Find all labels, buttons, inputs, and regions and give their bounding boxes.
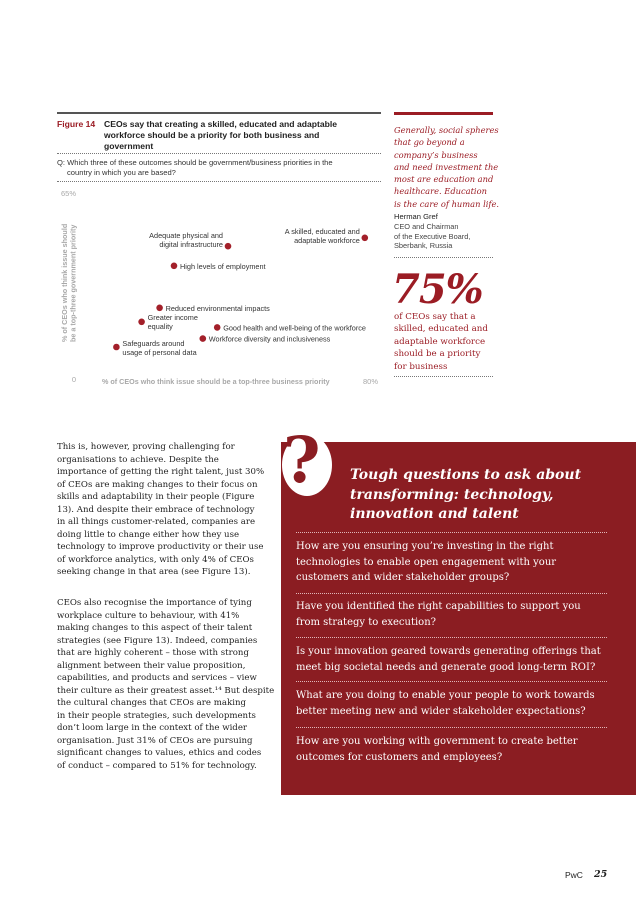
stat-description-line: skilled, educated and (394, 324, 488, 335)
tough-question-line: outcomes for customers and employees? (296, 751, 503, 763)
body-line: This is, however, proving challenging for (57, 442, 235, 452)
data-point-label-line: usage of personal data (122, 348, 197, 357)
data-point-label-line: equality (147, 321, 173, 331)
data-point (138, 319, 145, 326)
body-line: importance of getting the right talent, just 30% (57, 467, 265, 477)
figure-title-line: workforce should be a priority for both business and (104, 130, 320, 140)
tough-question-4 (296, 688, 616, 719)
quote-line: Generally, social spheres (394, 125, 499, 135)
stat-divider (394, 376, 493, 377)
body-line: of CEOs are making changes to their focus on (57, 479, 258, 490)
body-line: don’t loom large in the context of the wider (57, 723, 248, 733)
pull-quote (394, 124, 504, 210)
tough-questions-title (350, 466, 581, 525)
footer-brand: PwC (565, 870, 583, 880)
data-point-label-line: Greater income (147, 312, 198, 322)
survey-question-line: Q: Which three of these outcomes should be government/business priorities in the (57, 158, 333, 167)
origin-tick-label: 0 (71, 375, 76, 384)
data-point (214, 324, 221, 331)
quote-divider (394, 257, 493, 258)
figure-title-line: government (104, 141, 154, 151)
tough-question-line: meet big societal needs and generate good long-term ROI? (296, 661, 596, 673)
tough-question-line: customers and wider stakeholder groups? (296, 572, 510, 583)
tough-question-2 (296, 599, 616, 630)
body-line: that are highly coherent – those with strong (57, 648, 249, 658)
data-point-label-line: A skilled, educated and (284, 226, 360, 236)
body-line: doing little to change either how they use (57, 529, 240, 540)
tough-question-line: from strategy to execution? (296, 616, 436, 628)
data-point (171, 263, 178, 270)
question-divider-4 (296, 681, 607, 682)
quote-line: most are education and (394, 174, 494, 185)
tough-questions-title-line: Tough questions to ask about (350, 467, 582, 483)
data-point (362, 235, 369, 242)
stat-value: 75% (392, 266, 483, 313)
quote-line: healthcare. Education (394, 186, 487, 197)
data-point (156, 305, 163, 312)
tough-question-3 (296, 644, 616, 675)
tough-question-line: Is your innovation geared towards generating offerings that (296, 646, 601, 657)
y-axis-label-line: % of CEOs who think issue should (60, 223, 69, 342)
tough-question-line: Have you identified the right capabilities to support you (296, 601, 581, 612)
data-point-label (285, 227, 360, 245)
body-line: skills and adaptability in their people (Figure (57, 492, 255, 502)
data-point-label-line: Safeguards around (122, 339, 185, 348)
figure-top-rule (57, 112, 381, 114)
data-point-label-line: Reduced environmental impacts (165, 303, 270, 313)
quote-author-name: Herman Gref (394, 212, 438, 221)
quote-author-role (394, 222, 470, 251)
quote-line: company’s business (394, 149, 478, 160)
body-line: organisation. Just 31% of CEOs are pursuing (57, 735, 253, 746)
quote-top-rule (394, 112, 493, 115)
question-divider-5 (296, 727, 607, 728)
y-max-tick-label: 65% (60, 189, 76, 198)
data-point (113, 344, 120, 351)
quote-line: is the care of human life. (394, 198, 499, 209)
body-line: seeking change in that area (see Figure 13). (57, 567, 251, 577)
figure-label: Figure 14 (57, 119, 96, 129)
tough-question-line: How are you working with government to create better (296, 736, 578, 747)
tough-question-line: What are you doing to enable your people to work towards (296, 690, 595, 701)
data-point (225, 243, 232, 250)
body-line: alignment between their value proposition, (57, 660, 246, 671)
body-line: the cultural changes that CEOs are making (57, 698, 246, 708)
survey-question (57, 158, 377, 178)
data-point-label (149, 231, 223, 249)
quote-line: and need investment the (394, 161, 499, 172)
figure-title-line: CEOs say that creating a skilled, educated and adaptable (104, 119, 338, 129)
question-divider-2 (296, 593, 607, 594)
data-point-label (223, 323, 366, 332)
data-point-label-line: Good health and well-being of the workforce (223, 323, 366, 333)
quote-author-role-line: of the Executive Board, (394, 231, 471, 241)
tough-questions-title-line: innovation and talent (350, 506, 519, 522)
data-point-label-line: digital infrastructure (159, 240, 223, 250)
data-point-label (148, 313, 198, 331)
quote-line: that go beyond a (394, 137, 465, 148)
data-point (200, 335, 207, 342)
body-line: in all things customer-related, companies are (57, 517, 256, 527)
tough-question-line: better meeting new and wider stakeholder expectations? (296, 705, 586, 717)
data-point-label-line: Workforce diversity and inclusiveness (208, 334, 331, 344)
survey-question-line: country in which you are based? (67, 168, 176, 177)
data-point-label (180, 262, 266, 271)
body-line: of workforce analytics, with only 4% of CEOs (57, 554, 254, 565)
body-line: workplace culture to behaviour, with 41% (57, 610, 240, 621)
body-paragraph-2 (57, 597, 275, 772)
body-line: their culture as their greatest asset.¹⁴ But despite (57, 685, 275, 696)
body-line: organisations to achieve. Despite the (57, 454, 219, 465)
tough-question-1 (296, 539, 616, 586)
figure-title-divider (57, 153, 381, 154)
data-point-label-line: Adequate physical and (149, 231, 223, 241)
stat-description-line: should be a priority (394, 349, 481, 360)
body-line: significant changes to values, ethics and codes (57, 748, 262, 758)
body-line: making changes to this aspect of their talent (57, 623, 253, 633)
body-line: in their people strategies, such developments (57, 710, 256, 721)
page-number: 25 (594, 869, 608, 880)
question-divider-3 (296, 637, 607, 638)
data-point-label-line: High levels of employment (180, 261, 266, 271)
x-max-tick-label: 80% (362, 377, 378, 386)
body-line: capabilities, and products and services – view (57, 673, 257, 683)
question-mark-icon: ? (283, 423, 321, 498)
stat-description-line: of CEOs say that a (394, 312, 476, 322)
stat-description-line: for business (394, 361, 448, 372)
tough-question-line: technologies to enable open engagement with your (296, 556, 557, 568)
y-axis-label-line: be a top-three government priority (68, 224, 78, 342)
stat-description-line: adaptable workforce (394, 336, 486, 347)
body-line: of conduct – compared to 51% for technology. (57, 760, 257, 771)
body-line: technology to improve productivity or their use (57, 542, 264, 552)
scatter-chart (0, 180, 400, 395)
x-axis-label: % of CEOs who think issue should be a top-three business priority (102, 377, 330, 386)
tough-question-5 (296, 734, 616, 765)
body-paragraph-1 (57, 441, 272, 579)
stat-description (394, 311, 488, 373)
question-divider-1 (296, 532, 607, 533)
data-point-label (166, 304, 271, 313)
body-line: CEOs also recognise the importance of tying (57, 598, 252, 608)
data-point-label-line: adaptable workforce (294, 235, 360, 245)
body-line: 13). And despite their embrace of technology (57, 504, 255, 515)
data-point-label (122, 339, 197, 357)
figure-title (104, 119, 374, 152)
y-axis-label (60, 224, 78, 342)
body-line: strategies (see Figure 13). Indeed, companies (57, 635, 258, 646)
tough-question-line: How are you ensuring you’re investing in the right (296, 541, 554, 552)
quote-author-role-line: Sberbank, Russia (394, 241, 453, 251)
tough-questions-title-line: transforming: technology, (350, 486, 554, 503)
data-point-label (209, 335, 331, 344)
quote-author-role-line: CEO and Chairman (394, 222, 459, 231)
